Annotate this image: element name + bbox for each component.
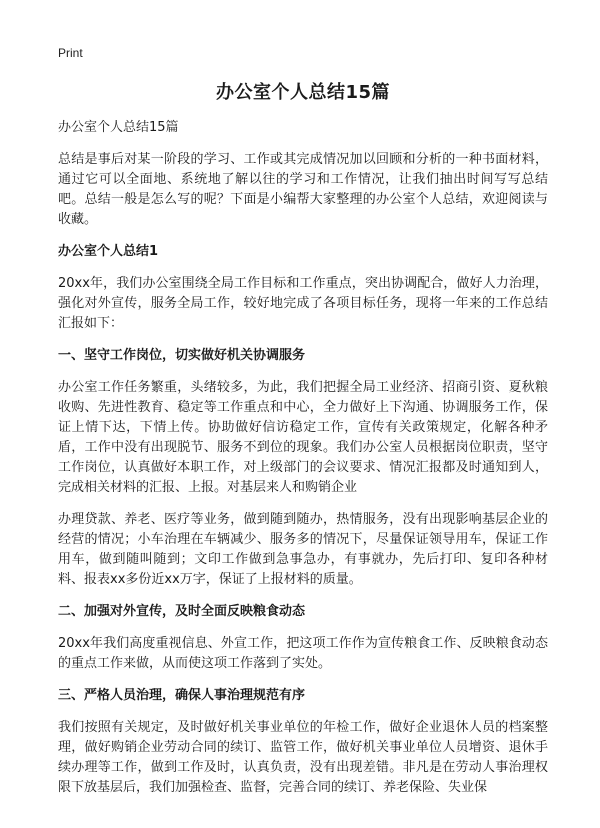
document-body — [58, 78, 548, 810]
intro-paragraph: 总结是事后对某一阶段的学习、工作或其完成情况加以回顾和分析的一种书面材料，通过它可以全面地、系统地了解以往的学习和工作情况，让我们抽出时间写写总结吧。总结一般是怎么写的呢？下面是小编帮大家整理的办公室个人总结，欢迎阅读与收藏。 — [58, 152, 548, 227]
paragraph-5: 我们按照有关规定，及时做好机关事业单位的年检工作，做好企业退休人员的档案整理，做好购销企业劳动合同的续订、监管工作，做好机关事业单位人员增资、退休手续办理等工作，做到工作及时，认真负责，没有出现差错。非凡是在劳动人事治理权限下放基层后，我们加强检查、监督，完善合同的续订、养老保险、失业保 — [58, 720, 548, 795]
paragraph-1: 20xx年，我们办公室围绕全局工作目标和工作重点，突出协调配合，做好人力治理，强化对外宣传，服务全局工作，较好地完成了各项目标任务，现将一年来的工作总结汇报如下： — [58, 276, 548, 331]
paragraph-4: 20xx年我们高度重视信息、外宣工作，把这项工作作为宣传粮食工作、反映粮食动态的重点工作来做，从而使这项工作落到了实处。 — [58, 636, 548, 671]
print-link[interactable]: Print — [58, 46, 83, 60]
section-heading-1: 办公室个人总结1 — [58, 244, 159, 259]
paragraph-2: 办公室工作任务繁重，头绪较多，为此，我们把握全局工业经济、招商引资、夏秋粮收购、先进性教育、稳定等工作重点和中心，全力做好上下沟通、协调服务工作，保证上情下达，下情上传。协助做好信访稳定工作，宣传有关政策规定，化解各种矛盾，工作中没有出现脱节、服务不到位的现象。我们办公室人员根据岗位职责，坚守工作岗位，认真做好本职工作，对上级部门的会议要求、情况汇报都及时通知到人，完成相关材料的汇报、上报。对基层来人和购销企业 — [58, 380, 548, 495]
subheading-b: 二、加强对外宣传，及时全面反映粮食动态 — [58, 604, 306, 619]
page-title: 办公室个人总结15篇 — [215, 82, 391, 103]
subheading-c: 三、严格人员治理，确保人事治理规范有序 — [58, 688, 306, 703]
subheading-a: 一、坚守工作岗位，切实做好机关协调服务 — [58, 348, 306, 363]
document-subtitle: 办公室个人总结15篇 — [58, 120, 179, 135]
paragraph-3: 办理贷款、养老、医疗等业务，做到随到随办，热情服务，没有出现影响基层企业的经营的情况；小车治理在车辆减少、服务多的情况下，尽量保证领导用车，保证工作用车，做到随叫随到；文印工作做到急事急办，有事就办，先后打印、复印各种材料、报表xx多份近xx万字，保证了上报材料的质量。 — [58, 512, 548, 587]
